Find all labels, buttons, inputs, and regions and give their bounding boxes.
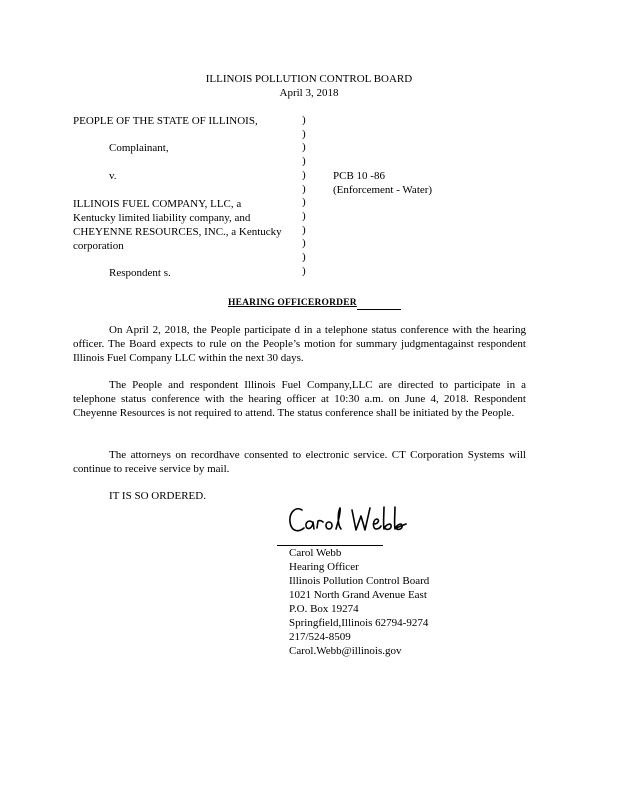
- paragraph-1-text: On April 2, 2018, the People participate d in a telephone status conference with the hearing officer. The Board expects to rule on the People’s motion for summary judgmentagainst respondent Illinois Fuel Company LLC within the next 30 days.: [73, 324, 526, 364]
- caption-divider: [302, 114, 306, 278]
- signer-po-box: P.O. Box 19274: [289, 603, 359, 615]
- signer-agency: Illinois Pollution Control Board: [289, 575, 430, 587]
- handwritten-signature: [286, 502, 416, 542]
- document-title: [228, 296, 401, 310]
- signer-name: Carol Webb: [289, 547, 342, 559]
- complainant-label: Complainant,: [109, 142, 169, 154]
- caption-paren: ): [302, 168, 306, 181]
- paragraph-2: [73, 378, 526, 420]
- paragraph-2-text: The People and respondent Illinois Fuel Company,LLC are directed to participate in a telephone status conference with the hearing officer at 10:30 a.m. on June 4, 2018. Respondent Cheyenne Resources is not required to attend. The status conference shall be initiated by the People.: [73, 379, 526, 419]
- case-type: (Enforcement - Water): [333, 184, 433, 196]
- plaintiff-name: PEOPLE OF THE STATE OF ILLINOIS,: [73, 115, 258, 127]
- closing-statement: IT IS SO ORDERED.: [109, 490, 206, 502]
- title-underline-extension: [357, 299, 401, 310]
- document-title-text: HEARING OFFICERORDER: [228, 298, 357, 308]
- defendant-line-1: ILLINOIS FUEL COMPANY, LLC, a: [73, 198, 242, 210]
- paragraph-3: [73, 448, 526, 476]
- defendant-line-4: corporation: [73, 240, 124, 252]
- signer-email: Carol.Webb@illinois.gov: [289, 645, 402, 657]
- caption-paren: ): [302, 223, 306, 236]
- respondent-label: Respondent s.: [109, 267, 171, 279]
- caption-paren: ): [302, 155, 306, 168]
- caption-paren: ): [302, 209, 306, 222]
- caption-paren: ): [302, 182, 306, 195]
- signer-city: Springfield,Illinois 62794-9274: [289, 617, 429, 629]
- signer-phone: 217/524-8509: [289, 631, 351, 643]
- caption-paren: ): [302, 251, 306, 264]
- defendant-line-3: CHEYENNE RESOURCES, INC., a Kentucky: [73, 226, 282, 238]
- signer-street: 1021 North Grand Avenue East: [289, 589, 427, 601]
- case-number: PCB 10 -86: [333, 170, 385, 182]
- paragraph-1: [73, 323, 526, 365]
- caption-paren: ): [302, 196, 306, 209]
- paragraph-3-text: The attorneys on recordhave consented to electronic service. CT Corporation Systems will continue to receive service by mail.: [73, 449, 526, 475]
- caption-paren: ): [302, 114, 306, 126]
- caption-paren: ): [302, 237, 306, 250]
- caption-paren: ): [302, 264, 306, 277]
- caption-paren: ): [302, 141, 306, 154]
- caption-paren: ): [302, 127, 306, 140]
- signer-title: Hearing Officer: [289, 561, 359, 573]
- defendant-line-2: Kentucky limited liability company, and: [73, 212, 251, 224]
- signature-block: [289, 546, 429, 658]
- agency-name: ILLINOIS POLLUTION CONTROL BOARD: [205, 73, 413, 85]
- order-date: April 3, 2018: [279, 87, 339, 99]
- versus-label: v.: [109, 170, 117, 182]
